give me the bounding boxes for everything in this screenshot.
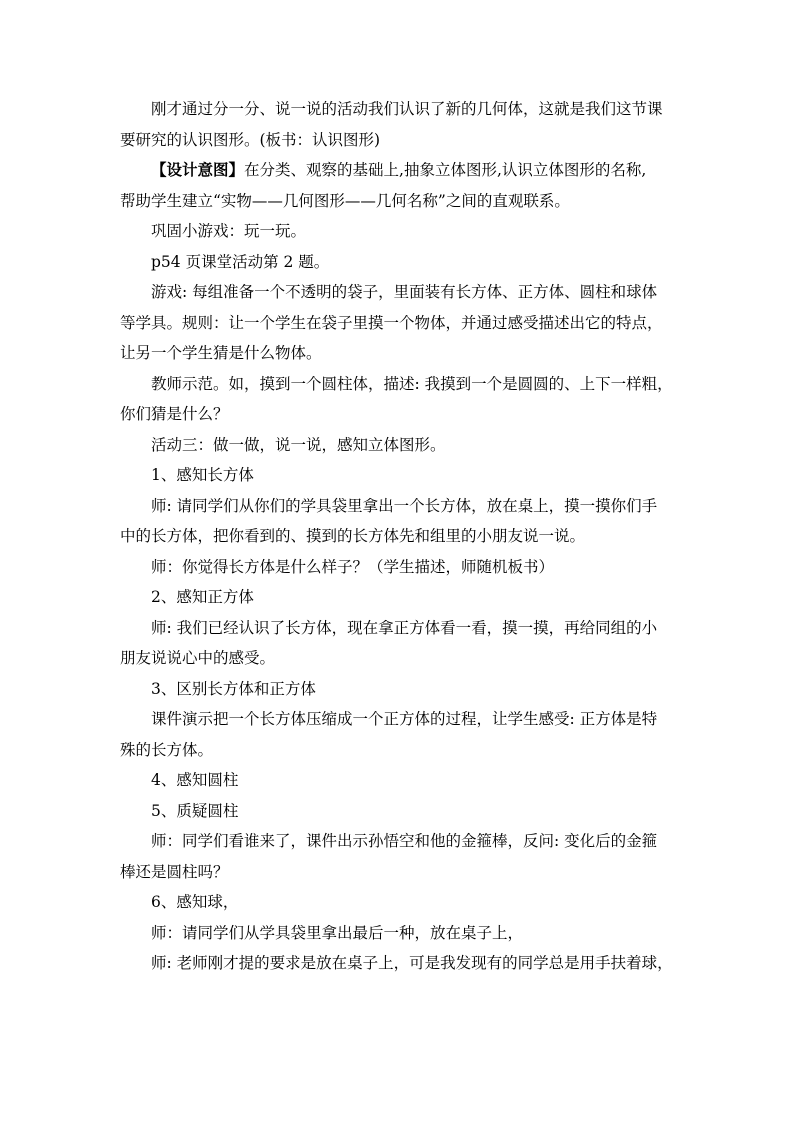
text-line: 刚才通过分一分、说一说的活动我们认识了新的几何体，这就是我们这节课 — [151, 100, 663, 118]
paragraph-19 — [120, 918, 674, 949]
paragraph-10 — [120, 552, 674, 583]
text-line: 2、感知正方体 — [151, 588, 254, 606]
text-line: 游戏: 每组准备一个不透明的袋子，里面装有长方体、正方体、圆柱和球体 — [151, 283, 658, 301]
paragraph-15 — [120, 765, 674, 796]
text-line: p54 页课堂活动第 2 题。 — [151, 252, 330, 271]
text-line: 4、感知圆柱 — [151, 771, 239, 789]
text-line: 师: 老师刚才提的要求是放在桌子上，可是我发现有的同学总是用手扶着球， — [151, 954, 673, 972]
text-line: 课件演示把一个长方体压缩成一个正方体的过程，让学生感受: 正方体是特 — [151, 710, 658, 728]
text-line: 巩固小游戏：玩一玩。 — [151, 222, 307, 240]
design-intent-label: 【设计意图】 — [151, 160, 245, 179]
text-line: 要研究的认识图形。(板书：认识图形) — [120, 130, 381, 149]
paragraph-17 — [120, 826, 674, 887]
text-line: 教师示范。如，摸到一个圆柱体，描述: 我摸到一个是圆圆的、上下一样粗， — [151, 374, 673, 393]
text-line: 师: 我们已经认识了长方体，现在拿正方体看一看，摸一摸，再给同组的小 — [151, 618, 658, 637]
text-line: 5、质疑圆柱 — [151, 801, 239, 820]
paragraph-18 — [120, 887, 674, 918]
text-line: 你们猜是什么？ — [120, 405, 229, 423]
text-line: 师：同学们看谁来了，课件出示孙悟空和他的金箍棒，反问: 变化后的金箍 — [151, 832, 658, 850]
text-line: 棒还是圆柱吗？ — [120, 862, 229, 881]
paragraph-7 — [120, 430, 674, 461]
text-line: 中的长方体，把你看到的、摸到的长方体先和组里的小朋友说一说。 — [120, 527, 586, 545]
text-line: 活动三：做一做，说一说，感知立体图形。 — [151, 435, 446, 454]
paragraph-design-intent — [120, 155, 674, 216]
paragraph-20 — [120, 948, 674, 979]
paragraph-16 — [120, 796, 674, 827]
paragraph-11 — [120, 582, 674, 613]
paragraph-8 — [120, 460, 674, 491]
paragraph-6 — [120, 369, 674, 430]
text-line: 6、感知球， — [151, 893, 239, 911]
text-line: 1、感知长方体 — [151, 466, 254, 484]
text-line: 让另一个学生猜是什么物体。 — [120, 344, 322, 362]
paragraph-14 — [120, 704, 674, 765]
text-line: 殊的长方体。 — [120, 740, 214, 759]
paragraph-1 — [120, 94, 674, 155]
text-line: 【设计意图】在分类、观察的基础上,抽象立体图形,认识立体图形的名称, — [151, 160, 647, 179]
paragraph-12 — [120, 613, 674, 674]
text-line: 帮助学生建立“实物——几何图形——几何名称”之间的直观联系。 — [120, 191, 570, 210]
paragraph-5 — [120, 277, 674, 369]
text-line: 朋友说说心中的感受。 — [120, 649, 276, 667]
text-line: 师：请同学们从学具袋里拿出最后一种，放在桌子上， — [151, 923, 524, 942]
paragraph-9 — [120, 491, 674, 552]
text-line: 3、区别长方体和正方体 — [151, 679, 316, 698]
text-line: 等学具。规则：让一个学生在袋子里摸一个物体，并通过感受描述出它的特点， — [120, 313, 663, 332]
text-line: 师: 请同学们从你们的学具袋里拿出一个长方体，放在桌上，摸一摸你们手 — [151, 496, 658, 515]
paragraph-13 — [120, 674, 674, 705]
paragraph-3 — [120, 216, 674, 247]
paragraph-4 — [120, 247, 674, 278]
text-line: 师：你觉得长方体是什么样子？（学生描述，师随机板书） — [151, 557, 555, 576]
